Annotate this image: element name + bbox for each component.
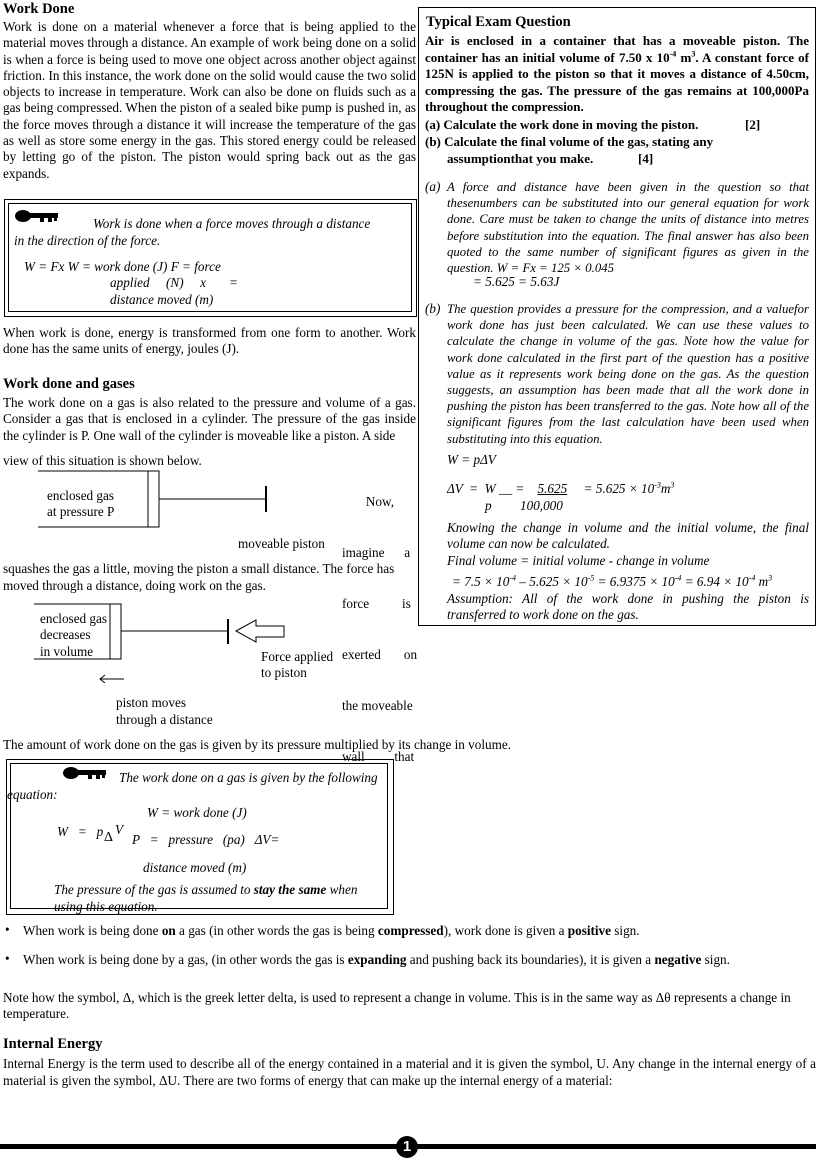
gases-paragraph-end: view of this situation is shown below.: [3, 453, 202, 468]
knowing-text: Knowing the change in volume and the initial volume, the final volume can now be calculated.: [447, 520, 809, 552]
squash-line2: moved through a distance, doing work on the gas.: [3, 578, 266, 593]
diagram2-label-line1: enclosed gas: [40, 611, 108, 626]
exam-title: Typical Exam Question: [426, 14, 571, 30]
assumption-text: Assumption: All of the work done in pushing the piston is transferred to work done on the gas.: [447, 591, 809, 623]
diagram2-move-line2: through a distance: [116, 712, 213, 727]
diagram2-force-line2: to piston: [261, 665, 307, 680]
energy-paragraph: When work is done, energy is transformed from one form to another. Work done has the same units of energy, joules (J).: [3, 325, 416, 357]
diagram2-label-line3: in volume: [40, 644, 94, 659]
amount-paragraph: The amount of work done on the gas is given by its pressure multiplied by its change in volume.: [3, 737, 511, 752]
page-number: 1: [396, 1136, 418, 1158]
question-part-a: (a) Calculate the work done in moving the piston.: [425, 117, 699, 132]
squash-line1: squashes the gas a little, moving the piston a small distance. The force has: [3, 561, 395, 576]
answer-a-label: (a): [425, 179, 441, 194]
equation-box-line3: W = work done (J): [147, 805, 247, 820]
key-definition-line1: Work is done when a force moves through a distance: [93, 216, 371, 231]
diagram1-piston-label: moveable piston: [238, 536, 325, 551]
equation-box-line7: using this equation.: [54, 899, 158, 914]
bullet-expanding: When work is being done by a gas, (in other words the gas is expanding and pushing back its boundaries), it is given a negative sign.: [23, 952, 730, 967]
equation-v: V: [115, 822, 124, 837]
formula-line1: W = Fx W = work done (J) F = force: [24, 259, 221, 274]
equation-pressure: P = pressure (pa) ΔV=: [132, 832, 280, 847]
delta-note: Note how the symbol, Δ, which is the greek letter delta, is used to represent a change in volume. This is in the same way as Δθ represents a change in temperature.: [3, 990, 791, 1022]
bullet-icon: •: [5, 951, 10, 966]
internal-energy-paragraph: Internal Energy is the term used to describe all of the energy contained in a material and it is given the symbol, U. Any change in the internal energy of a material is given the symbol, ΔU. There are two forms of energy that can make up the internal energy of a material:: [3, 1056, 816, 1088]
equation-box-line5: distance moved (m): [143, 860, 247, 875]
question-part-b-marks: [4]: [638, 151, 654, 166]
work-equation-box: [6, 759, 394, 915]
equation-lhs: W = p: [57, 824, 104, 839]
diagram1-label-line1: enclosed gas: [47, 488, 115, 503]
gases-paragraph: The work done on a gas is also related to the pressure and volume of a gas. Consider a gas that is enclosed in a cylinder. The pressure of the gas inside the cylinder is P. One wall of the cylinder is moveable like a piston. A side: [3, 395, 416, 443]
key-definition-box: [4, 199, 417, 317]
question-part-b-line2: assumptionthat you make.: [447, 151, 594, 166]
work-done-heading: Work Done: [3, 1, 75, 17]
answer-equation-denominator-p: p: [485, 498, 492, 513]
equation-box-line6: The pressure of the gas is assumed to stay the same when: [54, 882, 358, 897]
question-part-b: (b) Calculate the final volume of the gas, stating any: [425, 134, 714, 149]
bullet-compressed: When work is being done on a gas (in other words the gas is being compressed), work done is given a positive sign.: [23, 923, 640, 938]
key-icon: [62, 765, 110, 781]
diagram2-move-line1: piston moves: [116, 695, 186, 710]
answer-equation-denominator-value: 100,000: [520, 498, 563, 513]
delta-symbol: Δ: [104, 830, 114, 845]
answer-equation-2: ΔV = W __ = 5.625 = $5.625 \times 10^{-3}m^3$: [447, 480, 675, 496]
answer-b-label: (b): [425, 301, 441, 316]
diagram2-label-line2: decreases: [40, 627, 91, 642]
diagram2-force-line1: Force applied: [261, 649, 334, 664]
equation-box-line1: The work done on a gas is given by the following: [119, 770, 378, 785]
diagram1-label-line2: at pressure P: [47, 504, 115, 519]
work-done-paragraph: Work is done on a material whenever a force that is being applied to the material moves through a distance. An example of work being done on a solid is when a force is being used to move one object across another object against friction. In this instance, the work done on the solid would cause the two solid objects to increase in temperature. Work can also be done on fluids such as a gas being compressed. When the piston of a sealed bike pump is pushed in, as the force moves through a distance it will increase the temperature of the gas as well as store some energy in the gas. This stored energy could be released by letting go of the piston. The piston would spring back out as the gas expands.: [3, 19, 416, 181]
answer-equation-1: W = pΔV: [447, 452, 496, 467]
equation-box-line2: equation:: [7, 787, 58, 802]
final-volume-formula: Final volume = initial volume - change in volume: [447, 553, 710, 568]
answer-a: A force and distance have been given in the question so that thesenumbers can be substituted into our general equation for work done. Care must be taken to change the units of distance into metres before substitution into the equation. The final answer has also been quoted to the same number of significant figures as given in the question. W = Fx = 125 × 0.045: [447, 180, 809, 276]
key-icon: [14, 208, 62, 224]
imagine-column: Now, imagine a force is exerted on the moveable wall that: [342, 494, 418, 764]
key-definition-line2: in the direction of the force.: [14, 233, 161, 248]
final-volume-calc: = $7.5 \times 10^{-4} - 5.625 \times 10^{-5} = 6.9375 \times 10^{-4} = 6.94 \times 10^{-4}$ $m^3$: [452, 573, 773, 589]
gases-heading: Work done and gases: [3, 376, 135, 392]
exam-question-box: [418, 7, 816, 626]
formula-line2: applied (N) x =: [110, 275, 238, 290]
formula-line3: distance moved (m): [110, 292, 214, 307]
internal-energy-heading: Internal Energy: [3, 1036, 103, 1052]
exam-question: Air is enclosed in a container that has a moveable piston. The container has an initial volume of 7.50 x $10^{-4}$ $m^3$. A constant force of 125N is applied to the piston so that it moves a distance of 4.50cm, compressing the gas. The pressure of the gas remains at 100,000Pa throughout the compression.: [425, 33, 809, 114]
question-part-a-marks: [2]: [745, 117, 761, 132]
answer-b: The question provides a pressure for the compression, and a valuefor work done has just been calculated. We can use these values to calculate the change in volume of the gas. Note how the value for work done calculated in the first part of the question has a positive value as it represents work being done on the gas. As the question suggests, an assumption has been made that all the work done in pushing the piston has been transferred to the gas. Note how all of the significant figures from the last calculation have been used when substituting into this equation.: [447, 302, 809, 446]
answer-a-result: = 5.625 = 5.63J: [473, 274, 560, 289]
bullet-icon: •: [5, 922, 10, 937]
